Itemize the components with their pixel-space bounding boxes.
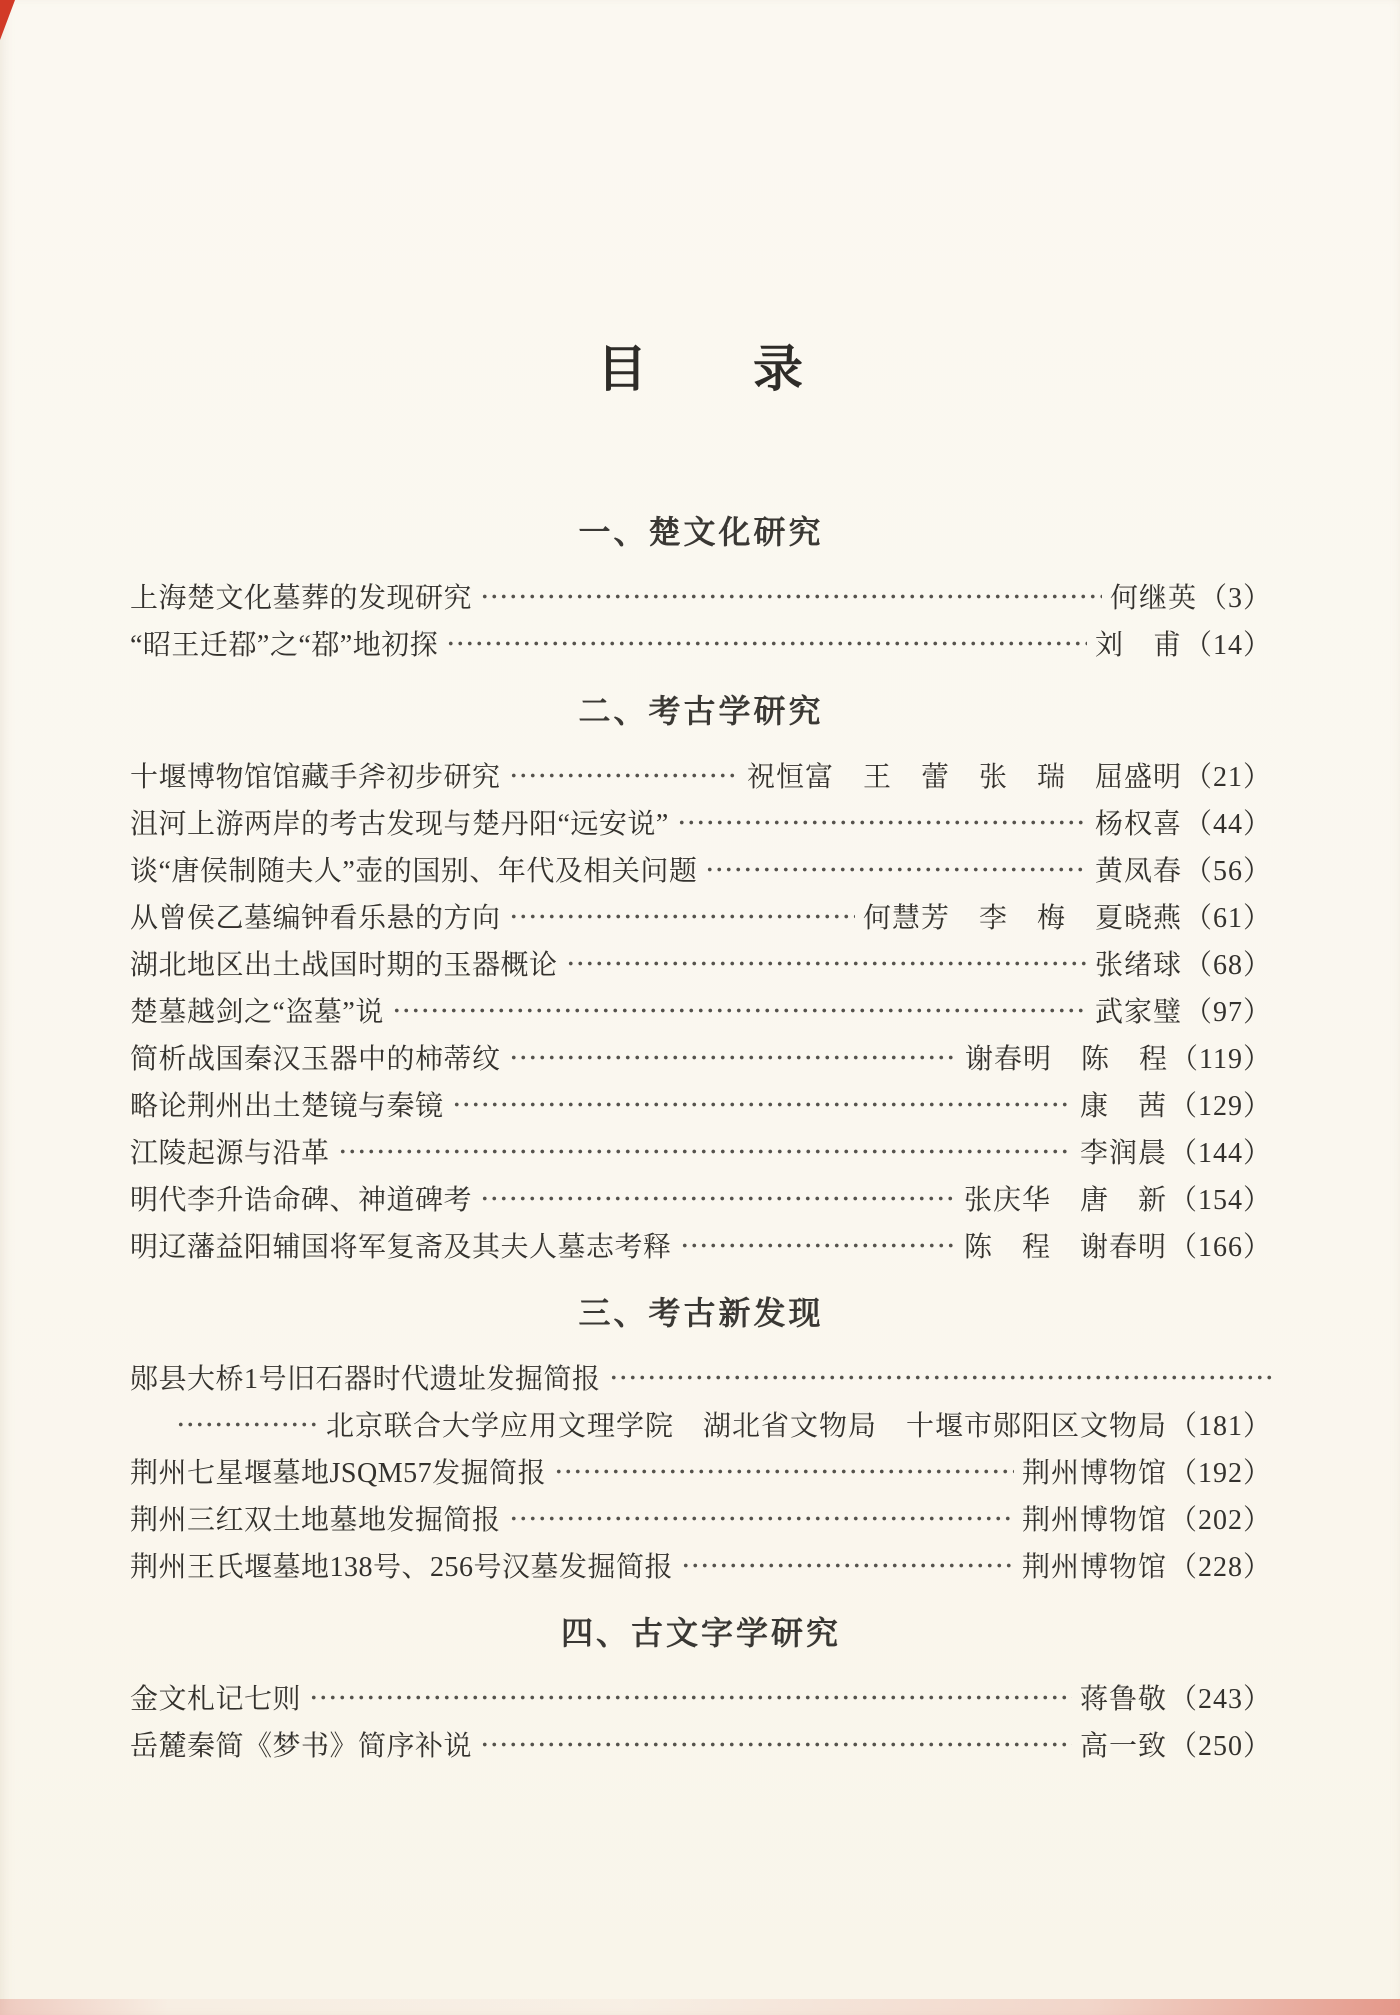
toc-entry-row [130, 573, 1272, 620]
entry-authors: 何继英 [1109, 583, 1197, 614]
entry-page-number: （97） [1183, 997, 1272, 1028]
entry-title: 从曾侯乙墓编钟看乐悬的方向 [130, 903, 501, 934]
entry-title: 上海楚文化墓葬的发现研究 [130, 583, 473, 614]
entry-title: 十堰博物馆馆藏手斧初步研究 [130, 762, 501, 793]
toc-entry-row [130, 1721, 1272, 1768]
entry-page-number: （21） [1183, 762, 1272, 793]
entry-authors: 荆州博物馆 [1021, 1505, 1167, 1536]
entry-authors: 荆州博物馆 [1021, 1458, 1167, 1489]
dot-leader [452, 1081, 1072, 1128]
entry-title: 郧县大桥1号旧石器时代遗址发掘简报 [130, 1364, 601, 1395]
toc-entry-row [130, 940, 1272, 987]
dot-leader [392, 987, 1087, 1034]
entry-authors: 黄凤春 [1094, 856, 1182, 887]
section-heading: 三、考古新发现 [578, 1294, 824, 1331]
entry-authors: 李润晨 [1079, 1138, 1167, 1169]
section-heading: 二、考古学研究 [578, 692, 824, 729]
dot-leader [338, 1128, 1072, 1175]
dot-leader [176, 1401, 318, 1448]
entry-title: 谈“唐侯制随夫人”壶的国别、年代及相关问题 [130, 856, 698, 887]
toc-entry-row [130, 1354, 1272, 1401]
entry-title: 略论荆州出土楚镜与秦镜 [130, 1091, 444, 1122]
dot-leader [681, 1542, 1014, 1589]
toc-entry-row [130, 1222, 1272, 1269]
dot-leader [554, 1448, 1014, 1495]
entry-title: 简析战国秦汉玉器中的柿蒂纹 [130, 1044, 501, 1075]
entry-page-number: （68） [1183, 950, 1272, 981]
dot-leader [480, 1175, 956, 1222]
dot-leader [480, 573, 1102, 620]
entry-page-number: （181） [1168, 1411, 1272, 1442]
toc-entry-row [130, 1542, 1272, 1589]
entry-authors: 高一致 [1079, 1731, 1167, 1762]
entry-page-number: （14） [1183, 630, 1272, 661]
entry-title: 江陵起源与沿革 [130, 1138, 330, 1169]
entry-authors: 陈 程 谢春明 [963, 1232, 1167, 1263]
toc-entry-row [130, 893, 1272, 940]
section-heading: 一、楚文化研究 [578, 513, 824, 550]
toc-entry-row [130, 752, 1272, 799]
entry-authors: 何慧芳 李 梅 夏晓燕 [862, 903, 1182, 934]
entry-authors: 谢春明 陈 程 [965, 1044, 1169, 1075]
entry-page-number: （119） [1170, 1044, 1272, 1075]
entry-title: “昭王迁鄀”之“鄀”地初探 [130, 630, 439, 661]
entry-title: 湖北地区出土战国时期的玉器概论 [130, 950, 558, 981]
entry-page-number: （250） [1168, 1731, 1272, 1762]
dot-leader [309, 1674, 1072, 1721]
entry-title: 沮河上游两岸的考古发现与楚丹阳“远安说” [130, 809, 669, 840]
entry-title: 荆州七星堰墓地JSQM57发掘简报 [130, 1458, 547, 1489]
section-heading: 四、古文字学研究 [560, 1614, 841, 1651]
entry-page-number: （154） [1168, 1185, 1272, 1216]
entry-authors: 北京联合大学应用文理学院 湖北省文物局 十堰市郧阳区文物局 [325, 1411, 1167, 1442]
entry-page-number: （166） [1168, 1232, 1272, 1263]
dot-leader [509, 752, 739, 799]
entry-title: 岳麓秦简《梦书》简序补说 [130, 1731, 473, 1762]
entry-authors: 武家璧 [1094, 997, 1182, 1028]
entry-page-number: （61） [1183, 903, 1272, 934]
toc-entry-row [130, 1495, 1272, 1542]
entry-page-number: （192） [1168, 1458, 1272, 1489]
dot-leader [566, 940, 1087, 987]
dot-leader [509, 1034, 958, 1081]
entry-title: 明代李升诰命碑、神道碑考 [130, 1185, 473, 1216]
entry-authors: 祝恒富 王 蕾 张 瑞 屈盛明 [746, 762, 1182, 793]
entry-page-number: （3） [1198, 583, 1272, 614]
toc-entry-row [130, 1175, 1272, 1222]
entry-page-number: （129） [1168, 1091, 1272, 1122]
entry-title: 荆州王氏堰墓地138号、256号汉墓发掘简报 [130, 1552, 674, 1583]
entry-authors: 杨权喜 [1094, 809, 1182, 840]
scan-bottom-edge-mark [0, 1999, 1400, 2015]
entry-page-number: （144） [1168, 1138, 1272, 1169]
entry-authors: 张绪球 [1094, 950, 1182, 981]
toc-entry-row [130, 1128, 1272, 1175]
dot-leader [509, 893, 855, 940]
entry-authors: 康 茜 [1079, 1091, 1167, 1122]
entry-title: 楚墓越剑之“盗墓”说 [130, 997, 384, 1028]
entry-page-number: （44） [1183, 809, 1272, 840]
dot-leader [677, 799, 1087, 846]
scan-corner-red-mark [0, 0, 15, 40]
dot-leader [609, 1354, 1272, 1401]
dot-leader [705, 846, 1087, 893]
toc-entry-row [130, 1401, 1272, 1448]
dot-leader [480, 1721, 1072, 1768]
page-title: 目 录 [597, 340, 805, 397]
dot-leader [680, 1222, 956, 1269]
entry-page-number: （228） [1168, 1552, 1272, 1583]
toc-entry-row [130, 1081, 1272, 1128]
entry-page-number: （243） [1168, 1684, 1272, 1715]
dot-leader [509, 1495, 1014, 1542]
entry-authors: 蒋鲁敬 [1079, 1684, 1167, 1715]
entry-authors: 张庆华 唐 新 [963, 1185, 1167, 1216]
entry-title: 明辽藩益阳辅国将军复斋及其夫人墓志考释 [130, 1232, 672, 1263]
entry-authors: 荆州博物馆 [1021, 1552, 1167, 1583]
entry-page-number: （202） [1168, 1505, 1272, 1536]
dot-leader [446, 620, 1087, 667]
entry-page-number: （56） [1183, 856, 1272, 887]
entry-title: 金文札记七则 [130, 1684, 302, 1715]
entry-title: 荆州三红双土地墓地发掘简报 [130, 1505, 501, 1536]
toc-entry-row [130, 1674, 1272, 1721]
toc-entry-row [130, 1448, 1272, 1495]
toc-entry-row [130, 620, 1272, 667]
toc-entry-row [130, 846, 1272, 893]
entry-authors: 刘 甫 [1094, 630, 1182, 661]
toc-entry-row [130, 799, 1272, 846]
toc-entry-row [130, 987, 1272, 1034]
toc-list [130, 511, 1272, 1768]
toc-entry-row [130, 1034, 1272, 1081]
